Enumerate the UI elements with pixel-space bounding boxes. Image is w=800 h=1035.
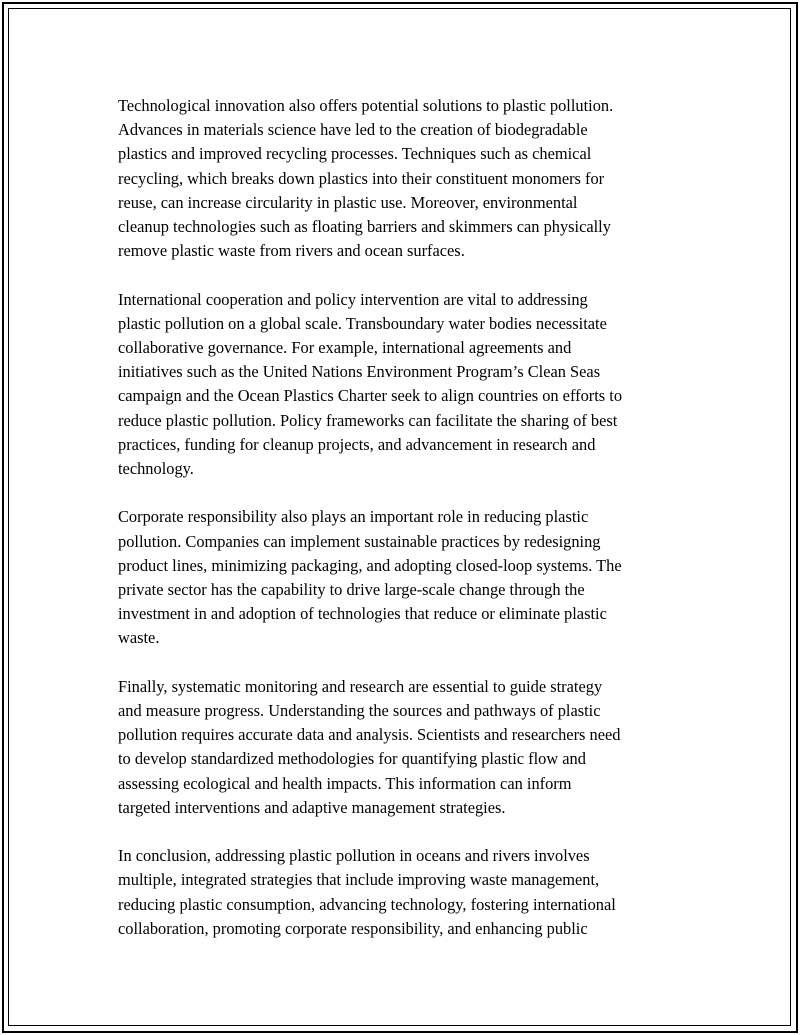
text-line: International cooperation and policy intervention are vital to addressing (118, 289, 588, 309)
text-line: and measure progress. Understanding the sources and pathways of plastic (118, 701, 601, 721)
paragraph-technological-innovation (118, 94, 688, 263)
paragraph-conclusion (118, 844, 688, 941)
text-line: plastics and improved recycling processes. Techniques such as chemical (118, 144, 592, 164)
text-line: plastic pollution on a global scale. Transboundary water bodies necessitate (118, 313, 607, 333)
text-line: reduce plastic pollution. Policy frameworks can facilitate the sharing of best (118, 410, 618, 430)
text-line: assessing ecological and health impacts. This information can inform (118, 773, 572, 793)
paragraph-corporate-responsibility (118, 505, 688, 650)
paragraph-international-cooperation (118, 288, 688, 482)
text-line: campaign and the Ocean Plastics Charter seek to align countries on efforts to (118, 386, 623, 406)
text-line: In conclusion, addressing plastic pollution in oceans and rivers involves (118, 846, 590, 866)
text-line: initiatives such as the United Nations Environment Program’s Clean Seas (118, 362, 601, 382)
text-line: pollution requires accurate data and analysis. Scientists and researchers need (118, 725, 621, 745)
text-line: Finally, systematic monitoring and research are essential to guide strategy (118, 676, 603, 696)
text-line: recycling, which breaks down plastics into their constituent monomers for (118, 168, 605, 188)
text-line: Corporate responsibility also plays an important role in reducing plastic (118, 507, 589, 527)
text-line: reuse, can increase circularity in plastic use. Moreover, environmental (118, 192, 578, 212)
paragraph-monitoring-research (118, 675, 688, 820)
text-line: multiple, integrated strategies that include improving waste management, (118, 870, 600, 890)
text-line: Technological innovation also offers potential solutions to plastic pollution. (118, 96, 614, 115)
text-line: waste. (118, 628, 160, 648)
text-line: to develop standardized methodologies for quantifying plastic flow and (118, 749, 586, 769)
text-line: remove plastic waste from rivers and ocean surfaces. (118, 241, 465, 261)
text-line: Advances in materials science have led to the creation of biodegradable (118, 120, 588, 140)
text-line: cleanup technologies such as floating barriers and skimmers can physically (118, 217, 611, 237)
text-line: private sector has the capability to drive large-scale change through the (118, 580, 585, 600)
text-line: targeted interventions and adaptive management strategies. (118, 797, 506, 817)
text-line: practices, funding for cleanup projects, and advancement in research and (118, 434, 596, 454)
text-line: pollution. Companies can implement sustainable practices by redesigning (118, 531, 601, 551)
text-line: collaboration, promoting corporate responsibility, and enhancing public (118, 918, 588, 938)
text-line: investment in and adoption of technologies that reduce or eliminate plastic (118, 604, 607, 624)
text-line: technology. (118, 459, 194, 479)
text-line: collaborative governance. For example, international agreements and (118, 338, 572, 358)
text-line: product lines, minimizing packaging, and adopting closed-loop systems. The (118, 555, 622, 575)
text-line: reducing plastic consumption, advancing technology, fostering international (118, 894, 616, 914)
document-body (118, 94, 688, 965)
